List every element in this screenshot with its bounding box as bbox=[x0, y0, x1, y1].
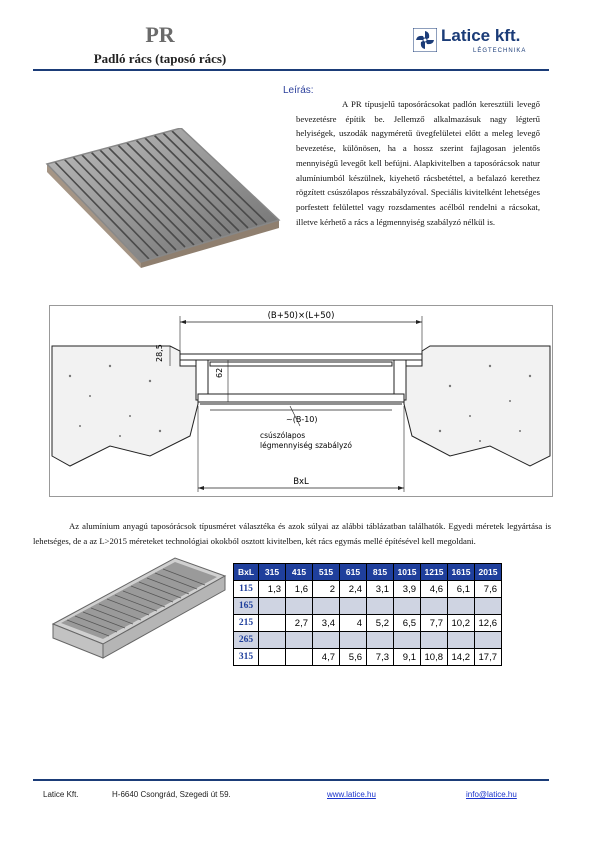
table-cell: 1,6 bbox=[286, 581, 313, 598]
table-row bbox=[234, 598, 502, 615]
dim-bottom-label: BxL bbox=[293, 477, 309, 487]
table-cell bbox=[448, 598, 475, 615]
page-title: PR bbox=[145, 22, 175, 47]
footer-web-link[interactable]: www.latice.hu bbox=[327, 790, 376, 799]
table-cell: 7,6 bbox=[475, 581, 502, 598]
table-cell bbox=[367, 632, 394, 649]
table-cell: 3,4 bbox=[313, 615, 340, 632]
dim-inner-label: ~(B-10) bbox=[286, 415, 318, 424]
row-label: 215 bbox=[234, 615, 259, 632]
table-header-row bbox=[234, 564, 502, 581]
page-subtitle: Padló rács (taposó rács) bbox=[93, 51, 227, 66]
table-cell bbox=[259, 598, 286, 615]
table-cell: 2,4 bbox=[340, 581, 367, 598]
table-row bbox=[234, 581, 502, 598]
table-cell: 12,6 bbox=[475, 615, 502, 632]
table-header-cell: 415 bbox=[286, 564, 313, 581]
table-cell bbox=[259, 615, 286, 632]
table-cell bbox=[475, 598, 502, 615]
logo-tagline: LÉGTECHNIKA bbox=[473, 48, 527, 54]
sizes-paragraph: Az alumínium anyagú taposórácsok típusméret választéka és azok súlyai az alábbi táblázatban találhatók. Egyedi méretek legyártása is lehetséges, de a az L>2015 méreteket technológiai okokból osztott kivitelben, két rács egymás mellé építésével kell megoldani. bbox=[33, 521, 551, 546]
table-header-cell: 615 bbox=[340, 564, 367, 581]
table-header-cell: 1015 bbox=[394, 564, 421, 581]
table-cell: 7,7 bbox=[421, 615, 448, 632]
table-cell: 4 bbox=[340, 615, 367, 632]
table-cell bbox=[340, 632, 367, 649]
table-cell bbox=[313, 632, 340, 649]
dim-left-label: 28,5 bbox=[155, 344, 164, 362]
table-cell bbox=[475, 632, 502, 649]
grating-photo bbox=[45, 128, 281, 268]
table-cell: 6,1 bbox=[448, 581, 475, 598]
table-header-cell: 515 bbox=[313, 564, 340, 581]
table-cell bbox=[421, 632, 448, 649]
table-cell bbox=[259, 649, 286, 666]
table-cell: 1,3 bbox=[259, 581, 286, 598]
table-cell bbox=[367, 598, 394, 615]
header-rule bbox=[33, 69, 549, 71]
table-cell: 2 bbox=[313, 581, 340, 598]
table-cell: 17,7 bbox=[475, 649, 502, 666]
dim-top-label: (B+50)×(L+50) bbox=[267, 311, 335, 321]
table-cell bbox=[340, 598, 367, 615]
table-cell bbox=[286, 649, 313, 666]
row-label: 165 bbox=[234, 598, 259, 615]
row-label: 265 bbox=[234, 632, 259, 649]
table-cell: 14,2 bbox=[448, 649, 475, 666]
row-label: 315 bbox=[234, 649, 259, 666]
footer-company: Latice Kft. bbox=[43, 790, 79, 799]
description-text: A PR típusjelű taposórácsokat padlón keresztüli levegő bevezetésre építik be. Jellemző alkalmazásuk nagy légterű helyiségek, uszodák nagyméretű üvegfelületei előtt a meleg levegő bevezetése, különösen, ha a hossz szerint fajlagosan jelentős mennyiségű levegőt kell befújni. Alapkivitelben a taposórácsok natur alumíniumból készülnek, kiyehető rácsbetéttel, a befalazó kerethez rögzített csúszólapos résszabályzóval. Speciális kivitelként lehetséges porfestett felülettel vagy rozsdamentes acélból rendelni a rácsokat, illetve kérhető a rács a légmennyiség szabályzó nélkül is. bbox=[296, 99, 540, 227]
linear-grating-photo bbox=[49, 556, 229, 659]
table-cell: 4,6 bbox=[421, 581, 448, 598]
table-row bbox=[234, 649, 502, 666]
table-header-cell: 315 bbox=[259, 564, 286, 581]
table-cell: 5,6 bbox=[340, 649, 367, 666]
table-header-cell: 1615 bbox=[448, 564, 475, 581]
description-heading: Leírás: bbox=[283, 85, 314, 96]
table-cell: 3,1 bbox=[367, 581, 394, 598]
table-cell bbox=[448, 632, 475, 649]
table-header-cell: 1215 bbox=[421, 564, 448, 581]
table-cell: 6,5 bbox=[394, 615, 421, 632]
table-row bbox=[234, 615, 502, 632]
table-cell bbox=[394, 598, 421, 615]
table-cell bbox=[259, 632, 286, 649]
table-cell: 3,9 bbox=[394, 581, 421, 598]
table-cell bbox=[313, 598, 340, 615]
technical-drawing bbox=[49, 305, 553, 497]
slider-label-2: légmennyiség szabályzó bbox=[260, 441, 352, 450]
footer-email-link[interactable]: info@latice.hu bbox=[466, 790, 517, 799]
fan-logo-icon bbox=[413, 28, 437, 52]
table-row bbox=[234, 632, 502, 649]
weight-table bbox=[233, 563, 502, 666]
table-cell bbox=[421, 598, 448, 615]
table-cell: 9,1 bbox=[394, 649, 421, 666]
table-cell bbox=[286, 632, 313, 649]
company-logo bbox=[413, 26, 549, 60]
slider-label-1: csúszólapos bbox=[260, 431, 306, 440]
table-cell: 2,7 bbox=[286, 615, 313, 632]
table-cell: 5,2 bbox=[367, 615, 394, 632]
table-cell: 7,3 bbox=[367, 649, 394, 666]
table-header-cell: 815 bbox=[367, 564, 394, 581]
table-cell bbox=[394, 632, 421, 649]
table-cell bbox=[286, 598, 313, 615]
table-cell: 4,7 bbox=[313, 649, 340, 666]
footer-rule bbox=[33, 779, 549, 781]
table-header-cell: 2015 bbox=[475, 564, 502, 581]
table-cell: 10,8 bbox=[421, 649, 448, 666]
row-label: 115 bbox=[234, 581, 259, 598]
table-header-cell: BxL bbox=[234, 564, 259, 581]
table-cell: 10,2 bbox=[448, 615, 475, 632]
logo-name: Latice kft. bbox=[441, 26, 521, 45]
footer-address: H-6640 Csongrád, Szegedi út 59. bbox=[112, 790, 231, 799]
dim-height-label: 62 bbox=[215, 367, 224, 378]
